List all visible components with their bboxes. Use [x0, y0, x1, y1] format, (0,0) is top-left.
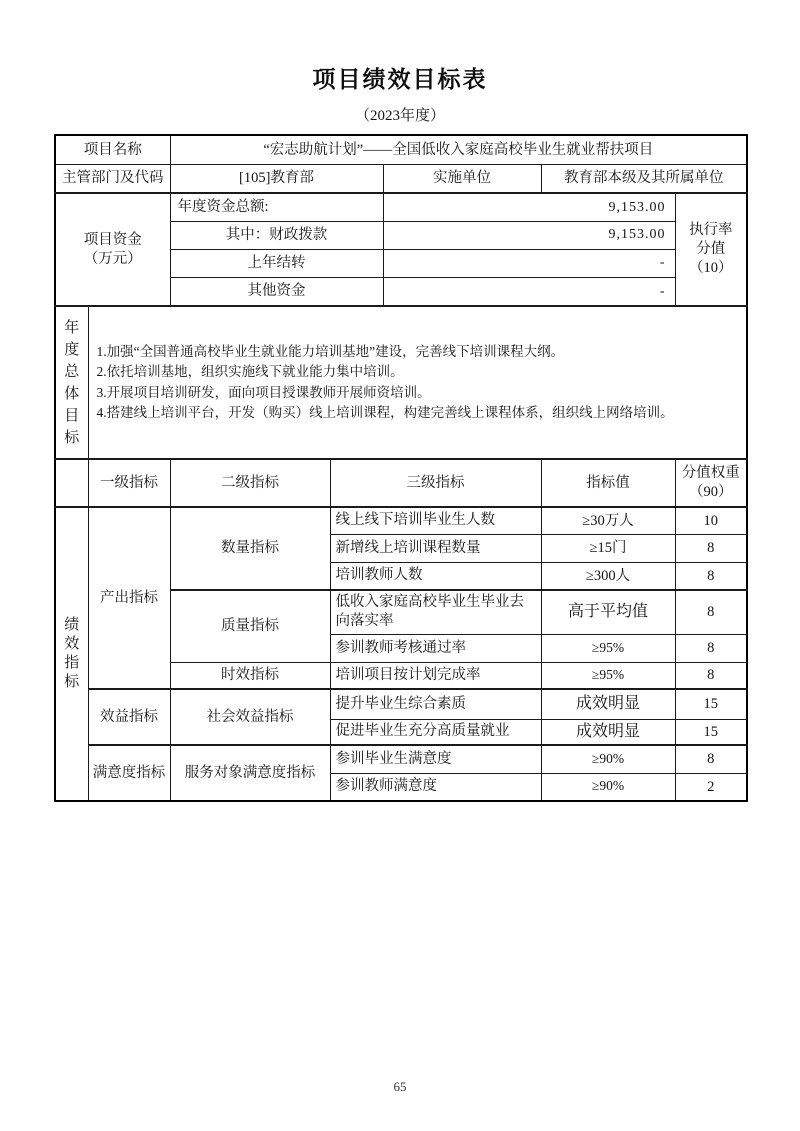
perf-side-text: 绩效指标 [64, 617, 80, 690]
indicator-header-spacer [55, 459, 88, 507]
l3-indicator-cell: 线上线下培训毕业生人数 [330, 507, 541, 534]
l1-satisfaction-indicator: 满意度指标 [88, 745, 170, 801]
header-l2-indicator: 二级指标 [170, 459, 330, 507]
exec-rate-score-label [675, 193, 747, 306]
goal-line-2: 2.依托培训基地，组织实施线下就业能力集中培训。 [96, 364, 404, 379]
l3-indicator-cell: 参训毕业生满意度 [330, 745, 541, 773]
exec-rate-line3: （10） [689, 260, 733, 276]
header-l3-indicator: 三级指标 [330, 459, 541, 507]
impl-unit-value: 教育部本级及其所属单位 [541, 164, 747, 193]
fund-other-value: - [383, 277, 675, 306]
weight-cell: 8 [675, 662, 747, 689]
header-weight-line2: （90） [689, 484, 733, 500]
l3-indicator-cell: 低收入家庭高校毕业生毕业去向落实率 [330, 590, 541, 634]
weight-cell: 15 [675, 719, 747, 745]
dept-code-label: 主管部门及代码 [55, 164, 170, 193]
weight-cell: 15 [675, 689, 747, 719]
fund-carryover-value: - [383, 249, 675, 277]
dept-code-value: [105]教育部 [170, 164, 383, 193]
goal-line-1: 1.加强“全国普通高校毕业生就业能力培训基地”建设，完善线下培训课程大纲。 [96, 343, 565, 359]
impl-unit-label: 实施单位 [383, 164, 541, 193]
annual-goal-content [88, 306, 747, 459]
l2-social-benefit-indicator: 社会效益指标 [170, 689, 330, 745]
l3-indicator-cell: 参训教师考核通过率 [330, 634, 541, 662]
header-weight [675, 459, 747, 507]
fund-fiscal-value: 9,153.00 [383, 221, 675, 249]
exec-rate-line2: 分值 [696, 241, 726, 257]
indicator-value-cell: ≥95% [541, 634, 675, 662]
page-subtitle: （2023年度） [354, 108, 445, 124]
project-fund-label-line2: （万元） [83, 250, 142, 267]
l2-quality-indicator: 质量指标 [170, 590, 330, 662]
l2-quantity-indicator: 数量指标 [170, 507, 330, 590]
indicator-value-cell: ≥15门 [541, 534, 675, 562]
goal-line-3: 3.开展项目培训研发，面向项目授课教师开展师资培训。 [96, 384, 431, 400]
fund-total-label: 年度资金总额: [170, 193, 383, 221]
weight-cell: 8 [675, 562, 747, 590]
project-name-label: 项目名称 [55, 135, 170, 164]
l3-indicator-cell: 培训项目按计划完成率 [330, 662, 541, 689]
l2-service-satisfaction-indicator: 服务对象满意度指标 [170, 745, 330, 801]
header-indicator-value: 指标值 [541, 459, 675, 507]
fund-fiscal-label: 其中：财政拨款 [170, 221, 383, 249]
annual-goal-side-text: 年度总体目标 [64, 319, 80, 446]
l2-timeliness-indicator: 时效指标 [170, 662, 330, 689]
exec-rate-line1: 执行率 [689, 222, 733, 238]
annual-goal-side-label [55, 306, 88, 459]
l3-indicator-cell: 提升毕业生综合素质 [330, 689, 541, 719]
indicator-value-cell: 成效明显 [541, 689, 675, 719]
header-weight-line1: 分值权重 [681, 465, 740, 481]
l3-indicator-cell: 新增线上培训课程数量 [330, 534, 541, 562]
page-title: 项目绩效目标表 [312, 66, 488, 92]
l3-indicator-cell: 参训教师满意度 [330, 773, 541, 801]
indicator-value-cell: 成效明显 [541, 719, 675, 745]
fund-carryover-label: 上年结转 [170, 249, 383, 277]
weight-cell: 2 [675, 773, 747, 801]
project-fund-label [55, 193, 170, 306]
weight-cell: 8 [675, 590, 747, 634]
l1-benefit-indicator: 效益指标 [88, 689, 170, 745]
project-name-value: “宏志助航计划”——全国低收入家庭高校毕业生就业帮扶项目 [170, 135, 747, 164]
fund-other-label: 其他资金 [170, 277, 383, 306]
indicator-value-cell: ≥300人 [541, 562, 675, 590]
l3-indicator-cell: 培训教师人数 [330, 562, 541, 590]
indicator-value-cell: ≥90% [541, 773, 675, 801]
goal-line-4: 4.搭建线上培训平台，开发（购买）线上培训课程，构建完善线上课程体系，组织线上网络培训。 [96, 405, 674, 420]
perf-side-label [55, 507, 88, 801]
weight-cell: 8 [675, 534, 747, 562]
indicator-value-cell: ≥30万人 [541, 507, 675, 534]
l3-indicator-cell: 促进毕业生充分高质量就业 [330, 719, 541, 745]
header-l1-indicator: 一级指标 [88, 459, 170, 507]
weight-cell: 8 [675, 745, 747, 773]
weight-cell: 10 [675, 507, 747, 534]
page-number: 65 [393, 1079, 407, 1094]
project-fund-label-line1: 项目资金 [83, 231, 142, 248]
indicator-value-cell: ≥95% [541, 662, 675, 689]
performance-target-table [54, 134, 748, 802]
l1-output-indicator: 产出指标 [88, 507, 170, 689]
indicator-value-cell: 高于平均值 [541, 590, 675, 634]
fund-total-value: 9,153.00 [383, 193, 675, 221]
weight-cell: 8 [675, 634, 747, 662]
indicator-value-cell: ≥90% [541, 745, 675, 773]
